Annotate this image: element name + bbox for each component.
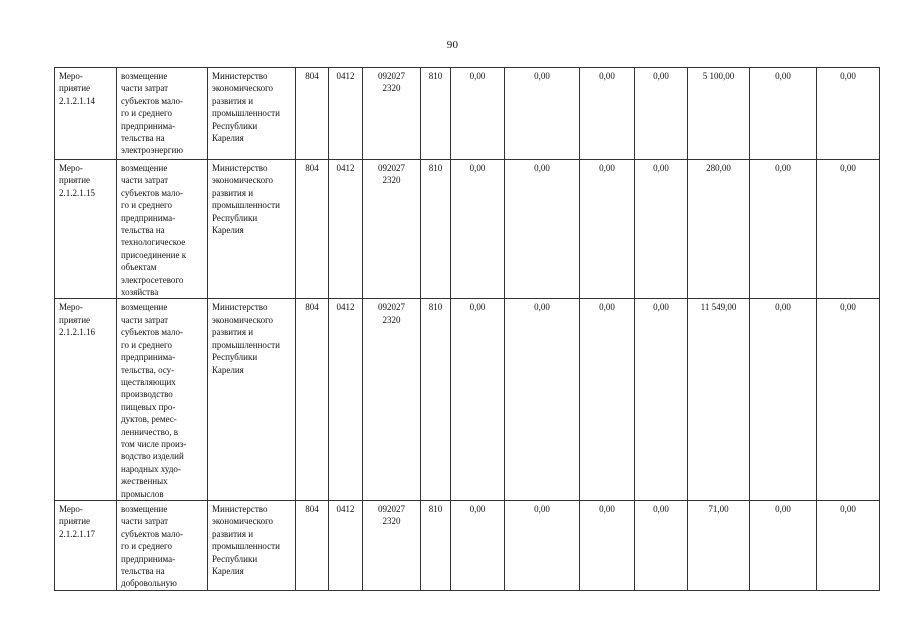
csr-cell: 092027 2320 (363, 500, 421, 590)
value-cell-6: 0,00 (750, 500, 817, 590)
value-cell-3: 0,00 (580, 299, 635, 501)
vr-cell: 810 (421, 160, 451, 299)
value-cell-1: 0,00 (451, 500, 505, 590)
ministry-cell: Министерство экономического развития и промышленности Республики Карелия (208, 299, 296, 501)
value-cell-5: 280,00 (688, 160, 750, 299)
ministry-cell: Министерство экономического развития и промышленности Республики Карелия (208, 160, 296, 299)
description-cell: возмещение части затрат субъектов мало- го и среднего предпринима- тельства на технологическое присоединение к объектам электросетевого хозяйства (117, 160, 208, 299)
budget-table (54, 67, 880, 591)
description-cell: возмещение части затрат субъектов мало- го и среднего предпринима- тельства, осу- ществляющих производство пищевых про- дуктов, ремес- ленничество, в том числе произ- водство изделий народных худо- жественных промыслов (117, 299, 208, 501)
value-cell-2: 0,00 (505, 500, 580, 590)
event-code-cell: Меро- приятие 2.1.2.1.14 (55, 68, 117, 160)
event-code-cell: Меро- приятие 2.1.2.1.15 (55, 160, 117, 299)
grbs-cell: 804 (296, 160, 329, 299)
value-cell-7: 0,00 (817, 299, 880, 501)
value-cell-4: 0,00 (635, 160, 688, 299)
value-cell-1: 0,00 (451, 160, 505, 299)
vr-cell: 810 (421, 68, 451, 160)
value-cell-4: 0,00 (635, 68, 688, 160)
table-row (55, 68, 880, 160)
table-row (55, 299, 880, 501)
grbs-cell: 804 (296, 500, 329, 590)
ministry-cell: Министерство экономического развития и промышленности Республики Карелия (208, 68, 296, 160)
description-cell: возмещение части затрат субъектов мало- го и среднего предпринима- тельства на добровольную (117, 500, 208, 590)
page-number: 90 (446, 39, 459, 51)
description-cell: возмещение части затрат субъектов мало- го и среднего предпринима- тельства на электроэнергию (117, 68, 208, 160)
rzpr-cell: 0412 (329, 299, 363, 501)
rzpr-cell: 0412 (329, 68, 363, 160)
value-cell-4: 0,00 (635, 299, 688, 501)
vr-cell: 810 (421, 299, 451, 501)
vr-cell: 810 (421, 500, 451, 590)
value-cell-1: 0,00 (451, 68, 505, 160)
rzpr-cell: 0412 (329, 160, 363, 299)
rzpr-cell: 0412 (329, 500, 363, 590)
value-cell-7: 0,00 (817, 500, 880, 590)
event-code-cell: Меро- приятие 2.1.2.1.17 (55, 500, 117, 590)
table-row (55, 500, 880, 590)
value-cell-5: 5 100,00 (688, 68, 750, 160)
value-cell-5: 11 549,00 (688, 299, 750, 501)
csr-cell: 092027 2320 (363, 299, 421, 501)
value-cell-6: 0,00 (750, 299, 817, 501)
value-cell-3: 0,00 (580, 68, 635, 160)
grbs-cell: 804 (296, 299, 329, 501)
ministry-cell: Министерство экономического развития и промышленности Республики Карелия (208, 500, 296, 590)
value-cell-2: 0,00 (505, 160, 580, 299)
value-cell-5: 71,00 (688, 500, 750, 590)
value-cell-6: 0,00 (750, 68, 817, 160)
value-cell-6: 0,00 (750, 160, 817, 299)
table-row (55, 160, 880, 299)
value-cell-7: 0,00 (817, 68, 880, 160)
csr-cell: 092027 2320 (363, 160, 421, 299)
value-cell-2: 0,00 (505, 68, 580, 160)
event-code-cell: Меро- приятие 2.1.2.1.16 (55, 299, 117, 501)
grbs-cell: 804 (296, 68, 329, 160)
value-cell-3: 0,00 (580, 500, 635, 590)
value-cell-1: 0,00 (451, 299, 505, 501)
value-cell-3: 0,00 (580, 160, 635, 299)
csr-cell: 092027 2320 (363, 68, 421, 160)
value-cell-4: 0,00 (635, 500, 688, 590)
value-cell-7: 0,00 (817, 160, 880, 299)
value-cell-2: 0,00 (505, 299, 580, 501)
